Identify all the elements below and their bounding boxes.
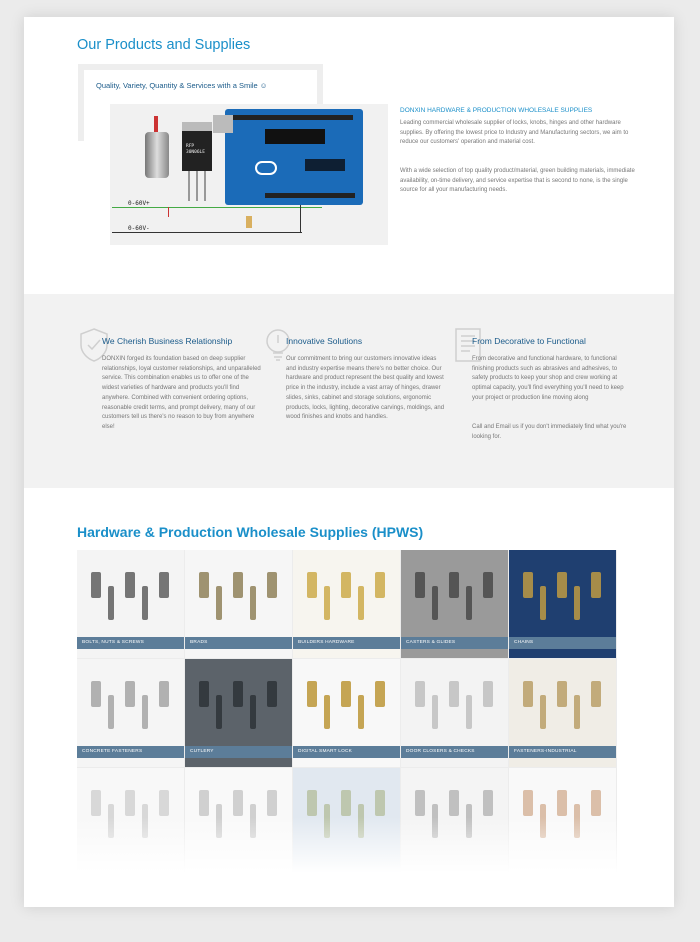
board-chip [305, 159, 345, 171]
product-shape [233, 572, 243, 598]
product-shape [483, 681, 493, 707]
product-shape [216, 695, 222, 729]
feature-title: From Decorative to Functional [472, 336, 586, 346]
product-shape [341, 681, 351, 707]
features-section [24, 294, 674, 488]
product-shape [159, 681, 169, 707]
product-tile-label: FASTENERS-INDUSTRIAL [509, 746, 616, 758]
product-tile-label: CONCRETE FASTENERS [77, 746, 184, 758]
product-shape [91, 681, 101, 707]
product-shape [432, 586, 438, 620]
product-shape [523, 681, 533, 707]
product-shape [415, 572, 425, 598]
product-shape [267, 790, 277, 816]
company-heading: DONXIN HARDWARE & PRODUCTION WHOLESALE SUPPLIES [400, 107, 593, 114]
product-shape [324, 586, 330, 620]
voltage-label-negative: 0-60V- [128, 225, 150, 232]
product-shape [574, 586, 580, 620]
product-shape [91, 790, 101, 816]
selection-paragraph: With a wide selection of top quality product/material, green building materials, immediate availability, on-time delivery, and service expertise that is second to none, is the single source for all your manufacturing needs. [400, 168, 635, 193]
pin-header [233, 115, 353, 120]
section-title-hpws: Hardware & Production Wholesale Supplies (HPWS) [77, 524, 424, 540]
product-shape [199, 572, 209, 598]
tagline: Quality, Variety, Quantity & Services with a Smile ☺ [96, 81, 268, 90]
wire [112, 232, 302, 233]
product-shape [591, 681, 601, 707]
product-shape [449, 572, 459, 598]
product-shape [358, 695, 364, 729]
product-shape [267, 681, 277, 707]
product-shape [523, 572, 533, 598]
product-tile-label: BUILDERS HARDWARE [293, 637, 400, 649]
arduino-circuit-illustration [110, 104, 388, 245]
mosfet-label-line-1: RFP [186, 144, 195, 149]
product-shape [574, 695, 580, 729]
mosfet-leg [188, 171, 190, 201]
product-shape [540, 695, 546, 729]
mosfet-label [186, 144, 205, 156]
mosfet-label-line-2: 30N06LE [186, 150, 205, 155]
product-tile[interactable] [185, 550, 293, 659]
product-shape [483, 790, 493, 816]
wire [168, 207, 169, 217]
pin-header [265, 193, 355, 198]
product-shape [341, 790, 351, 816]
product-shape [375, 572, 385, 598]
feature-text-contact: Call and Email us if you don't immediately find what you're looking for. [472, 424, 627, 440]
product-tile[interactable] [509, 659, 617, 768]
arduino-board [225, 109, 363, 205]
product-shape [466, 586, 472, 620]
product-tile[interactable] [77, 550, 185, 659]
microcontroller-chip [265, 129, 325, 144]
product-shape [523, 790, 533, 816]
mosfet-leg [204, 171, 206, 201]
product-tile-label: DOOR CLOSERS & CHECKS [401, 746, 508, 758]
product-shape [415, 681, 425, 707]
product-shape [307, 681, 317, 707]
product-shape [415, 790, 425, 816]
product-shape [199, 790, 209, 816]
product-shape [358, 586, 364, 620]
product-shape [233, 681, 243, 707]
product-shape [125, 681, 135, 707]
mosfet-leg [196, 171, 198, 201]
product-shape [125, 790, 135, 816]
page [24, 17, 674, 907]
motor-shaft [154, 116, 158, 132]
feature-text: From decorative and functional hardware, to functional finishing products such as abrasives and adhesives, to safety products to keep your shop and crew working at optimal capacity, you'll find everything you'll need to keep your project or production line moving along [472, 356, 624, 401]
product-shape [375, 790, 385, 816]
feature-title: Innovative Solutions [286, 336, 363, 346]
product-shape [216, 586, 222, 620]
feature-text: Our commitment to bring our customers innovative ideas and industry expertise means there's no better choice. Our hardware and product represent the best quality and lowest price in the industry, include a vast array of hinges, drawer slides, sinks, cabinet and storage solutions, ergonomic products, locks, lighting, decorative carvings, moldings, and wood finishes and knobs and handles. [286, 356, 445, 421]
product-shape [540, 586, 546, 620]
product-shape [250, 586, 256, 620]
product-shape [557, 681, 567, 707]
product-shape [307, 790, 317, 816]
product-shape [108, 586, 114, 620]
product-shape [341, 572, 351, 598]
product-shape [449, 681, 459, 707]
bottom-fade-overlay [77, 817, 617, 879]
product-tile-label: BOLTS, NUTS & SCREWS [77, 637, 184, 649]
feature-text: DONXIN forged its foundation based on deep supplier relationships, loyal customer relationships, and unparalleled service. This combination enables us to offer one of the widest varieties of hardware and products you'll find anywhere. Combined with convenient ordering options, reasonable credit terms, and prompt delivery, many of our customers tell us there's no reason to buy from anywhere else! [102, 356, 261, 430]
product-shape [466, 695, 472, 729]
product-shape [432, 695, 438, 729]
section-title-products: Our Products and Supplies [77, 37, 251, 53]
product-shape [375, 681, 385, 707]
product-shape [250, 695, 256, 729]
product-shape [233, 790, 243, 816]
product-tile[interactable] [401, 550, 509, 659]
arduino-logo-icon [255, 161, 277, 175]
intro-paragraph: Leading commercial wholesale supplier of locks, knobs, hinges and other hardware supplies. By offering the lowest price to Industry and Manufacturing sectors, we aim to reduce our customers' operation and material cost. [400, 120, 629, 145]
product-shape [108, 695, 114, 729]
product-shape [557, 572, 567, 598]
product-shape [159, 572, 169, 598]
product-shape [449, 790, 459, 816]
usb-port [213, 115, 233, 133]
product-tile-label: CUTLERY [185, 746, 292, 758]
product-shape [199, 681, 209, 707]
product-shape [557, 790, 567, 816]
product-tile[interactable] [509, 550, 617, 659]
dc-motor [145, 132, 169, 178]
product-shape [591, 572, 601, 598]
product-shape [307, 572, 317, 598]
product-tile-label: CHAINS [509, 637, 616, 649]
product-shape [125, 572, 135, 598]
voltage-label-positive: 0-60V+ [128, 200, 150, 207]
feature-title: We Cherish Business Relationship [102, 336, 233, 346]
product-shape [159, 790, 169, 816]
product-shape [591, 790, 601, 816]
product-shape [324, 695, 330, 729]
wire [112, 207, 322, 208]
product-tile[interactable] [401, 659, 509, 768]
product-tile[interactable] [185, 659, 293, 768]
product-tile-label: CASTERS & GLIDES [401, 637, 508, 649]
product-tile[interactable] [77, 659, 185, 768]
product-shape [483, 572, 493, 598]
product-shape [142, 695, 148, 729]
product-shape [142, 586, 148, 620]
product-tile[interactable] [293, 550, 401, 659]
resistor [246, 216, 252, 228]
product-shape [267, 572, 277, 598]
product-tile[interactable] [293, 659, 401, 768]
product-tile-label: DIGITAL SMART LOCK [293, 746, 400, 758]
product-tile-label: BRADS [185, 637, 292, 649]
product-shape [91, 572, 101, 598]
